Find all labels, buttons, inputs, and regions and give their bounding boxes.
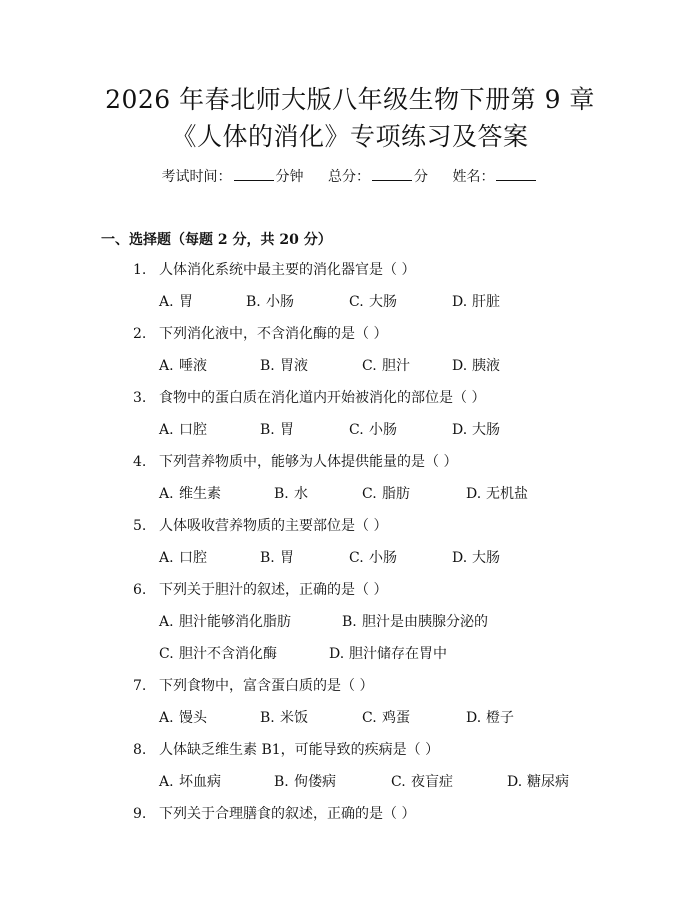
page-title-line1: 2026 年春北师大版八年级生物下册第 9 章 [105,85,595,114]
option-row [159,707,639,729]
option-d: D. 无机盐 [466,486,528,502]
option-c: C. 胆汁不含消化酶 [159,646,277,662]
question-number: 2. [133,326,147,342]
question-number: 7. [133,678,147,694]
option-d: D. 大肠 [452,422,500,438]
question [133,803,415,825]
question-text: 下列关于胆汁的叙述，正确的是（ ） [159,582,388,598]
question [133,323,387,345]
exam-time [162,166,304,188]
question-text: 食物中的蛋白质在消化道内开始被消化的部位是（ ） [159,390,486,406]
option-b: B. 胃 [260,550,294,566]
exam-time-unit: 分钟 [275,169,304,185]
exam-time-blank[interactable] [234,168,274,181]
student-name-blank[interactable] [496,168,536,181]
option-a: A. 馒头 [159,710,207,726]
total-score-blank[interactable] [372,168,412,181]
option-c: C. 夜盲症 [391,774,453,790]
section-heading: 一、选择题（每题 2 分，共 20 分） [101,232,332,248]
option-c: C. 小肠 [349,422,397,438]
question [133,675,373,697]
option-d: D. 橙子 [466,710,514,726]
option-row [159,547,639,569]
question-number: 4. [133,454,147,470]
option-d: D. 胰液 [452,358,500,374]
option-a: A. 胃 [159,294,193,310]
question-number: 5. [133,518,147,534]
option-d: D. 糖尿病 [507,774,569,790]
exam-meta [0,166,700,188]
question-text: 人体缺乏维生素 B1，可能导致的疾病是（ ） [159,742,440,758]
page-title-line2: 《人体的消化》专项练习及答案 [171,122,529,151]
option-row [159,291,639,313]
option-row [159,355,639,377]
option-b: B. 水 [274,486,308,502]
option-a: A. 唾液 [159,358,207,374]
option-c: C. 脂肪 [362,486,410,502]
question-number: 9. [133,806,147,822]
option-row [159,483,639,505]
question-number: 8. [133,742,147,758]
question-text: 下列消化液中，不含消化酶的是（ ） [159,326,388,342]
option-c: C. 胆汁 [362,358,410,374]
question [133,515,387,537]
option-c: C. 小肠 [349,550,397,566]
option-d: D. 肝脏 [452,294,500,310]
option-a: A. 坏血病 [159,774,221,790]
question-text: 人体吸收营养物质的主要部位是（ ） [159,518,388,534]
option-a: A. 口腔 [159,550,207,566]
exam-time-label: 考试时间： [161,169,232,185]
option-row [159,643,639,665]
option-row [159,611,639,633]
option-d: D. 大肠 [452,550,500,566]
student-name-label: 姓名： [452,169,495,185]
option-b: B. 胃液 [260,358,308,374]
question-text: 下列关于合理膳食的叙述，正确的是（ ） [159,806,416,822]
option-b: B. 胆汁是由胰腺分泌的 [342,614,488,630]
option-a: A. 胆汁能够消化脂肪 [159,614,291,630]
option-b: B. 小肠 [246,294,294,310]
total-score-unit: 分 [414,169,428,185]
option-c: C. 鸡蛋 [362,710,410,726]
total-score-label: 总分： [328,169,370,185]
option-a: A. 口腔 [159,422,207,438]
question [133,451,457,473]
question [133,739,439,761]
option-b: B. 胃 [260,422,294,438]
question-text: 下列营养物质中，能够为人体提供能量的是（ ） [159,454,458,470]
question [133,387,485,409]
option-row [159,771,639,793]
question-text: 人体消化系统中最主要的消化器官是（ ） [159,262,416,278]
total-score [328,166,428,188]
question [133,259,415,281]
option-b: B. 佝偻病 [274,774,336,790]
question-number: 1. [133,262,147,278]
option-d: D. 胆汁储存在胃中 [329,646,447,662]
option-c: C. 大肠 [349,294,397,310]
option-row [159,419,639,441]
option-b: B. 米饭 [260,710,308,726]
student-name [452,166,538,188]
question-number: 3. [133,390,147,406]
question-number: 6. [133,582,147,598]
question-text: 下列食物中，富含蛋白质的是（ ） [159,678,374,694]
option-a: A. 维生素 [159,486,221,502]
question [133,579,387,601]
